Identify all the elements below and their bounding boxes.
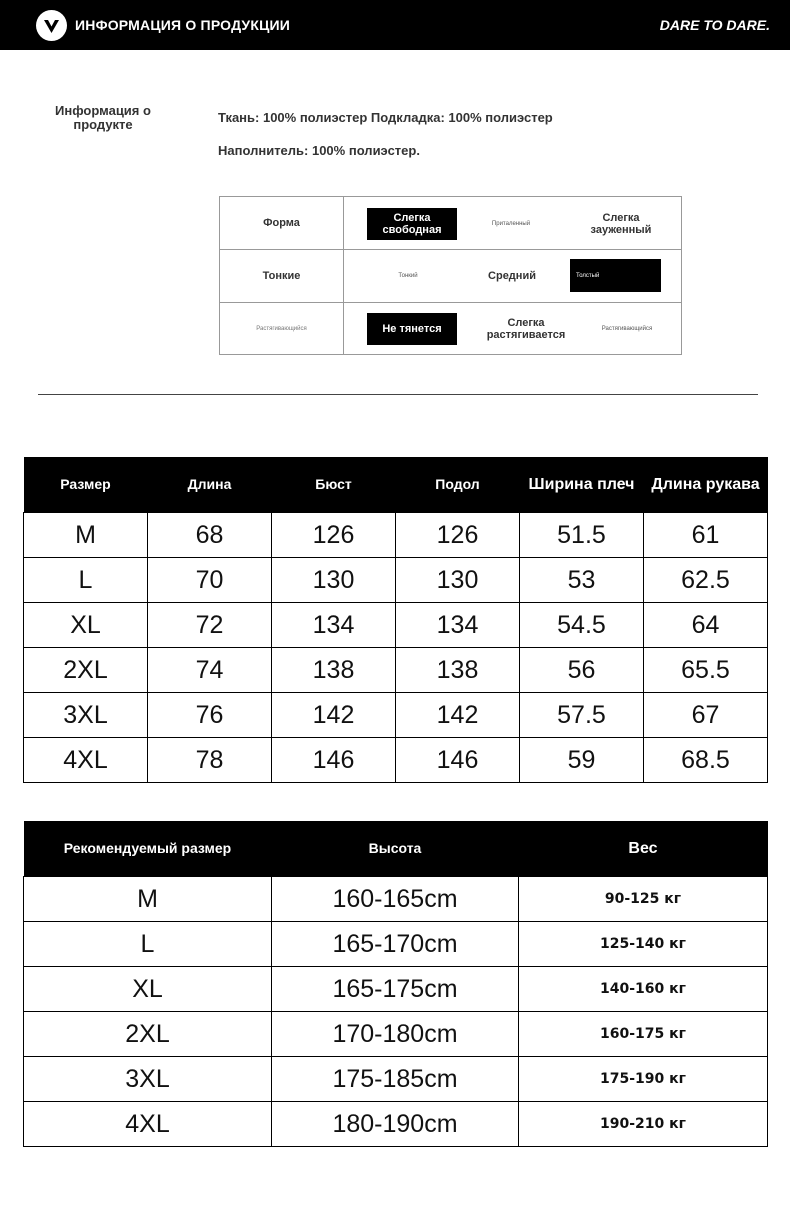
cell-weight: 125-140 кг: [519, 922, 768, 967]
cell-sleeve: 67: [644, 693, 768, 738]
cell-size: M: [24, 513, 148, 558]
cell-size: XL: [24, 603, 148, 648]
header-bar: [0, 0, 790, 50]
cell-length: 72: [148, 603, 272, 648]
table-row: [24, 967, 768, 1012]
cell-size: XL: [24, 967, 272, 1012]
cell-hem: 138: [396, 648, 520, 693]
cell-height: 165-170cm: [272, 922, 519, 967]
filling-info: Наполнитель: 100% полиэстер.: [218, 143, 420, 158]
attr-row-thickness: [220, 250, 681, 303]
stretch-option-stretchy: Растягивающийся: [601, 326, 653, 332]
thickness-option-medium: Средний: [488, 270, 536, 282]
header-slogan: DARE TO DARE.: [659, 17, 770, 33]
cell-height: 165-175cm: [272, 967, 519, 1012]
header-title: ИНФОРМАЦИЯ О ПРОДУКЦИИ: [75, 17, 291, 33]
attr-row-stretch: [220, 303, 681, 355]
cell-hem: 134: [396, 603, 520, 648]
attr-label-thickness: Тонкие: [220, 250, 344, 302]
table-row: [24, 558, 768, 603]
table-row: [24, 1012, 768, 1057]
cell-length: 70: [148, 558, 272, 603]
cell-weight: 90-125 кг: [519, 877, 768, 922]
cell-sleeve: 68.5: [644, 738, 768, 783]
cell-hem: 142: [396, 693, 520, 738]
cell-bust: 146: [272, 738, 396, 783]
cell-hem: 146: [396, 738, 520, 783]
cell-weight: 190-210 кг: [519, 1102, 768, 1147]
col-header-sleeve: Длина рукава: [644, 457, 768, 513]
cell-hem: 126: [396, 513, 520, 558]
cell-weight: 175-190 кг: [519, 1057, 768, 1102]
cell-height: 180-190cm: [272, 1102, 519, 1147]
col-header-size: Размер: [24, 457, 148, 513]
cell-size: 4XL: [24, 738, 148, 783]
table-row: [24, 603, 768, 648]
cell-weight: 160-175 кг: [519, 1012, 768, 1057]
recommend-table: [23, 821, 768, 1147]
cell-size: L: [24, 558, 148, 603]
cell-bust: 130: [272, 558, 396, 603]
attribute-table: [219, 196, 682, 355]
cell-length: 76: [148, 693, 272, 738]
cell-size: 2XL: [24, 1012, 272, 1057]
recommend-table-header: [24, 821, 768, 877]
cell-size: L: [24, 922, 272, 967]
fit-option-fitted: Приталенный: [491, 221, 531, 227]
cell-shoulder: 53: [520, 558, 644, 603]
fit-option-slim: Слегка зауженный: [590, 212, 652, 236]
col-header-shoulder: Ширина плеч: [520, 457, 644, 513]
col-header-height: Высота: [272, 821, 519, 877]
attr-label-fit: Форма: [220, 197, 344, 249]
brand-logo-icon: [36, 10, 67, 41]
cell-bust: 134: [272, 603, 396, 648]
table-row: [24, 1057, 768, 1102]
stretch-option-slight: Слегка растягивается: [486, 317, 566, 341]
col-header-hem: Подол: [396, 457, 520, 513]
cell-bust: 126: [272, 513, 396, 558]
attr-label-stretch: Растягивающийся: [220, 303, 344, 355]
size-table-header: [24, 457, 768, 513]
cell-hem: 130: [396, 558, 520, 603]
cell-sleeve: 65.5: [644, 648, 768, 693]
col-header-bust: Бюст: [272, 457, 396, 513]
cell-size: 3XL: [24, 693, 148, 738]
col-header-weight: Вес: [519, 821, 768, 877]
cell-bust: 138: [272, 648, 396, 693]
table-row: [24, 648, 768, 693]
table-row: [24, 922, 768, 967]
thickness-option-thick: Толстый: [570, 259, 661, 292]
col-header-recommended-size: Рекомендуемый размер: [24, 821, 272, 877]
cell-weight: 140-160 кг: [519, 967, 768, 1012]
cell-sleeve: 64: [644, 603, 768, 648]
table-row: [24, 1102, 768, 1147]
section-divider: [38, 394, 758, 395]
cell-height: 175-185cm: [272, 1057, 519, 1102]
cell-shoulder: 57.5: [520, 693, 644, 738]
table-row: [24, 877, 768, 922]
attr-row-fit: [220, 197, 681, 250]
table-row: [24, 738, 768, 783]
size-table: [23, 457, 768, 783]
thickness-option-thin: Тонкий: [398, 273, 418, 279]
cell-shoulder: 54.5: [520, 603, 644, 648]
cell-length: 74: [148, 648, 272, 693]
stretch-option-none: Не тянется: [367, 313, 457, 345]
cell-shoulder: 56: [520, 648, 644, 693]
cell-sleeve: 62.5: [644, 558, 768, 603]
cell-height: 170-180cm: [272, 1012, 519, 1057]
cell-height: 160-165cm: [272, 877, 519, 922]
col-header-length: Длина: [148, 457, 272, 513]
cell-shoulder: 59: [520, 738, 644, 783]
fabric-info: Ткань: 100% полиэстер Подкладка: 100% полиэстер: [218, 110, 553, 125]
table-row: [24, 693, 768, 738]
cell-length: 78: [148, 738, 272, 783]
cell-size: 4XL: [24, 1102, 272, 1147]
cell-bust: 142: [272, 693, 396, 738]
cell-sleeve: 61: [644, 513, 768, 558]
cell-size: 2XL: [24, 648, 148, 693]
cell-shoulder: 51.5: [520, 513, 644, 558]
cell-size: M: [24, 877, 272, 922]
table-row: [24, 513, 768, 558]
cell-size: 3XL: [24, 1057, 272, 1102]
product-info-label: Информация о продукте: [55, 103, 151, 132]
cell-length: 68: [148, 513, 272, 558]
fit-option-loose: Слегка свободная: [367, 208, 457, 240]
